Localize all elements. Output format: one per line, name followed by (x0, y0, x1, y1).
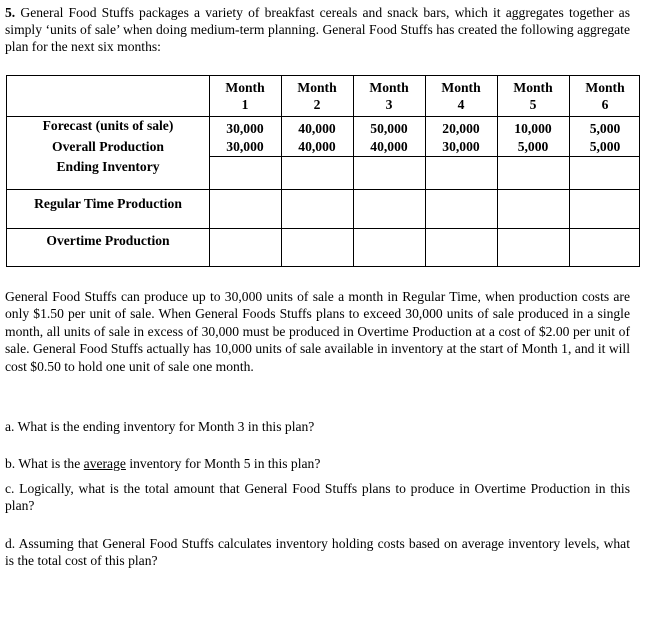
row-label-forecast: Forecast (units of sale) (42, 118, 174, 133)
question-b: b. What is the average inventory for Month 5 in this plan? (5, 456, 321, 471)
production-month-2: 40,000 (298, 139, 336, 154)
month-header-4: Month 4 (441, 80, 481, 112)
forecast-month-5: 10,000 (514, 121, 552, 136)
forecast-month-2: 40,000 (298, 121, 336, 136)
row-label-regular-time: Regular Time Production (34, 196, 182, 211)
month-header-3: Month 3 (369, 80, 409, 112)
production-month-4: 30,000 (442, 139, 480, 154)
production-month-1: 30,000 (226, 139, 264, 154)
production-month-3: 40,000 (370, 139, 408, 154)
forecast-month-6: 5,000 (589, 121, 621, 136)
question-a: a. What is the ending inventory for Month 3 in this plan? (5, 419, 315, 434)
problem-description: General Food Stuffs can produce up to 30,000 units of sale a month in Regular Time, when production costs are only $1.50 per unit of sale. When General Foods Stuffs plans to exceed 30,000 units of sale produced in a single month, all units of sale in excess of 30,000 must be produced in Overtime Production at a cost of $2.00 per unit of sale. General Food Stuffs actually has 10,000 units of sale available in inventory at the start of Month 1, and it will cost $0.50 to hold one unit of sale one month. (5, 289, 630, 374)
production-month-5: 5,000 (517, 139, 549, 154)
month-header-2: Month 2 (297, 80, 337, 112)
aggregate-plan-table (6, 75, 640, 267)
row-label-overtime: Overtime Production (46, 233, 170, 248)
problem-intro (5, 4, 630, 55)
forecast-month-3: 50,000 (370, 121, 408, 136)
question-c: c. Logically, what is the total amount that General Food Stuffs plans to produce in Overtime Production in this plan? (5, 481, 630, 513)
forecast-month-1: 30,000 (226, 121, 264, 136)
forecast-month-4: 20,000 (442, 121, 480, 136)
month-header-5: Month 5 (513, 80, 553, 112)
month-header-1: Month 1 (225, 80, 265, 112)
production-month-6: 5,000 (589, 139, 621, 154)
row-label-ending-inventory: Ending Inventory (56, 159, 160, 174)
problem-number: 5. (5, 5, 16, 20)
underlined-word: average (83, 456, 126, 471)
row-label-overall-production: Overall Production (52, 139, 164, 154)
question-d: d. Assuming that General Food Stuffs calculates inventory holding costs based on average inventory levels, what is the total cost of this plan? (5, 536, 630, 568)
problem-intro-text: General Food Stuffs packages a variety of breakfast cereals and snack bars, which it aggregates together as simply ‘units of sale’ when doing medium-term planning. General Food Stuffs has created the following aggregate plan for the next six months: (5, 5, 630, 54)
month-header-6: Month 6 (585, 80, 625, 112)
